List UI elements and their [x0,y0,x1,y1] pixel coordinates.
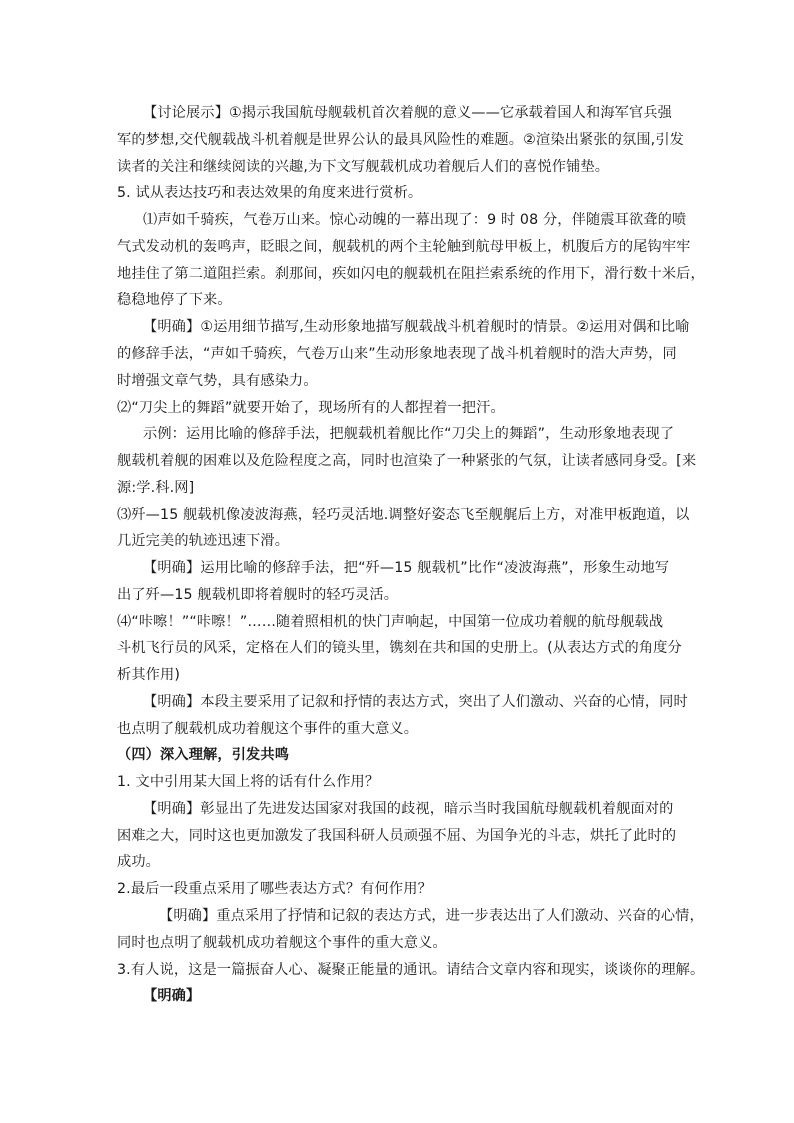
excerpt-2: ⑵“刀尖上的舞蹈”就要开始了，现场所有的人都捏着一把汗。 [117,400,505,416]
excerpt-1: 地挂住了第二道阻拦索。刹那间，疾如闪电的舰载机在阻拦索系统的作用下，滑行数十米后， [117,266,705,282]
example-2: 舰载机着舰的困难以及危险程度之高，同时也渲染了一种紧张的气氛，让读者感同身受。[来 [117,453,697,469]
answer-3: 【明确】运用比喻的修辞手法，把“歼—15 舰载机”比作“凌波海燕”，形象生动地写 [143,560,670,576]
answer-q1: 【明确】彰显出了先进发达国家对我国的歧视，暗示当时我国航母舰载机着舰面对的 [143,801,674,817]
excerpt-3: 几近完美的轨迹迅速下滑。 [117,533,290,549]
answer-1: 【明确】①运用细节描写,生动形象地描写舰载战斗机着舰时的情景。②运用对偶和比喻 [143,319,690,335]
excerpt-4: ⑷“咔嚓！”“咔嚓！”……随着照相机的快门声响起，中国第一位成功着舰的航母舰载战 [117,614,664,630]
question-2: 2.最后一段重点采用了哪些表达方式？有何作用？ [117,881,432,897]
excerpt-3: ⑶歼—15 舰载机像凌波海燕，轻巧灵活地.调整好姿态飞至舰艉后上方，对准甲板跑道，以 [117,507,690,523]
question-3: 3.有人说，这是一篇振奋人心、凝聚正能量的通讯。请结合文章内容和现实，谈谈你的理解。 [117,962,705,978]
discussion-text: 读者的关注和继续阅读的兴趣,为下文写舰载机成功着舰后人们的喜悦作铺垫。 [117,159,610,175]
excerpt-4: 斗机飞行员的风采，定格在人们的镜头里，镌刻在共和国的史册上。(从表达方式的角度分 [117,640,682,656]
answer-q3-label: 【明确】 [143,988,201,1004]
excerpt-1: 稳稳地停了下来。 [117,292,232,308]
example-2: 示例：运用比喻的修辞手法，把舰载机着舰比作“刀尖上的舞蹈”，生动形象地表现了 [143,426,675,442]
excerpt-4: 析其作用) [117,667,181,683]
question-5: 5. 试从表达技巧和表达效果的角度来进行赏析。 [117,185,423,201]
answer-3: 出了歼—15 舰载机即将着舰时的轻巧灵活。 [117,587,399,603]
excerpt-1: 气式发动机的轰鸣声，眨眼之间，舰载机的两个主轮触到航母甲板上，机腹后方的尾钩牢牢 [117,239,691,255]
answer-4: 【明确】本段主要采用了记叙和抒情的表达方式，突出了人们激动、兴奋的心情，同时 [143,694,688,710]
answer-q1: 困难之大，同时这也更加激发了我国科研人员顽强不屈、为国争光的斗志，烘托了此时的 [117,828,677,844]
source-note: 源:学.科.网] [117,480,195,496]
answer-q1: 成功。 [117,854,161,870]
question-1: 1. 文中引用某大国上将的话有什么作用？ [117,774,380,790]
excerpt-1: ⑴声如千骑疾，气卷万山来。惊心动魄的一幕出现了：9 时 08 分，伴随震耳欲聋的喷 [143,212,687,228]
answer-1: 的修辞手法，“声如千骑疾，气卷万山来”生动形象地表现了战斗机着舰时的浩大声势，同 [117,346,677,362]
discussion-text: 军的梦想,交代舰载战斗机着舰是世界公认的最具风险性的难题。②渲染出紧张的氛围,引发 [117,132,685,148]
discussion-text: 【讨论展示】①揭示我国航母舰载机首次着舰的意义——它承载着国人和海军官兵强 [143,105,673,121]
answer-1: 时增强文章气势，具有感染力。 [117,373,318,389]
answer-q2: 同时也点明了舰载机成功着舰这个事件的重大意义。 [117,935,447,951]
answer-q2: 【明确】重点采用了抒情和记叙的表达方式，进一步表达出了人们激动、兴奋的心情， [159,908,704,924]
answer-4: 也点明了舰载机成功着舰这个事件的重大意义。 [117,721,419,737]
section-heading: （四）深入理解，引发共鸣 [117,747,290,763]
